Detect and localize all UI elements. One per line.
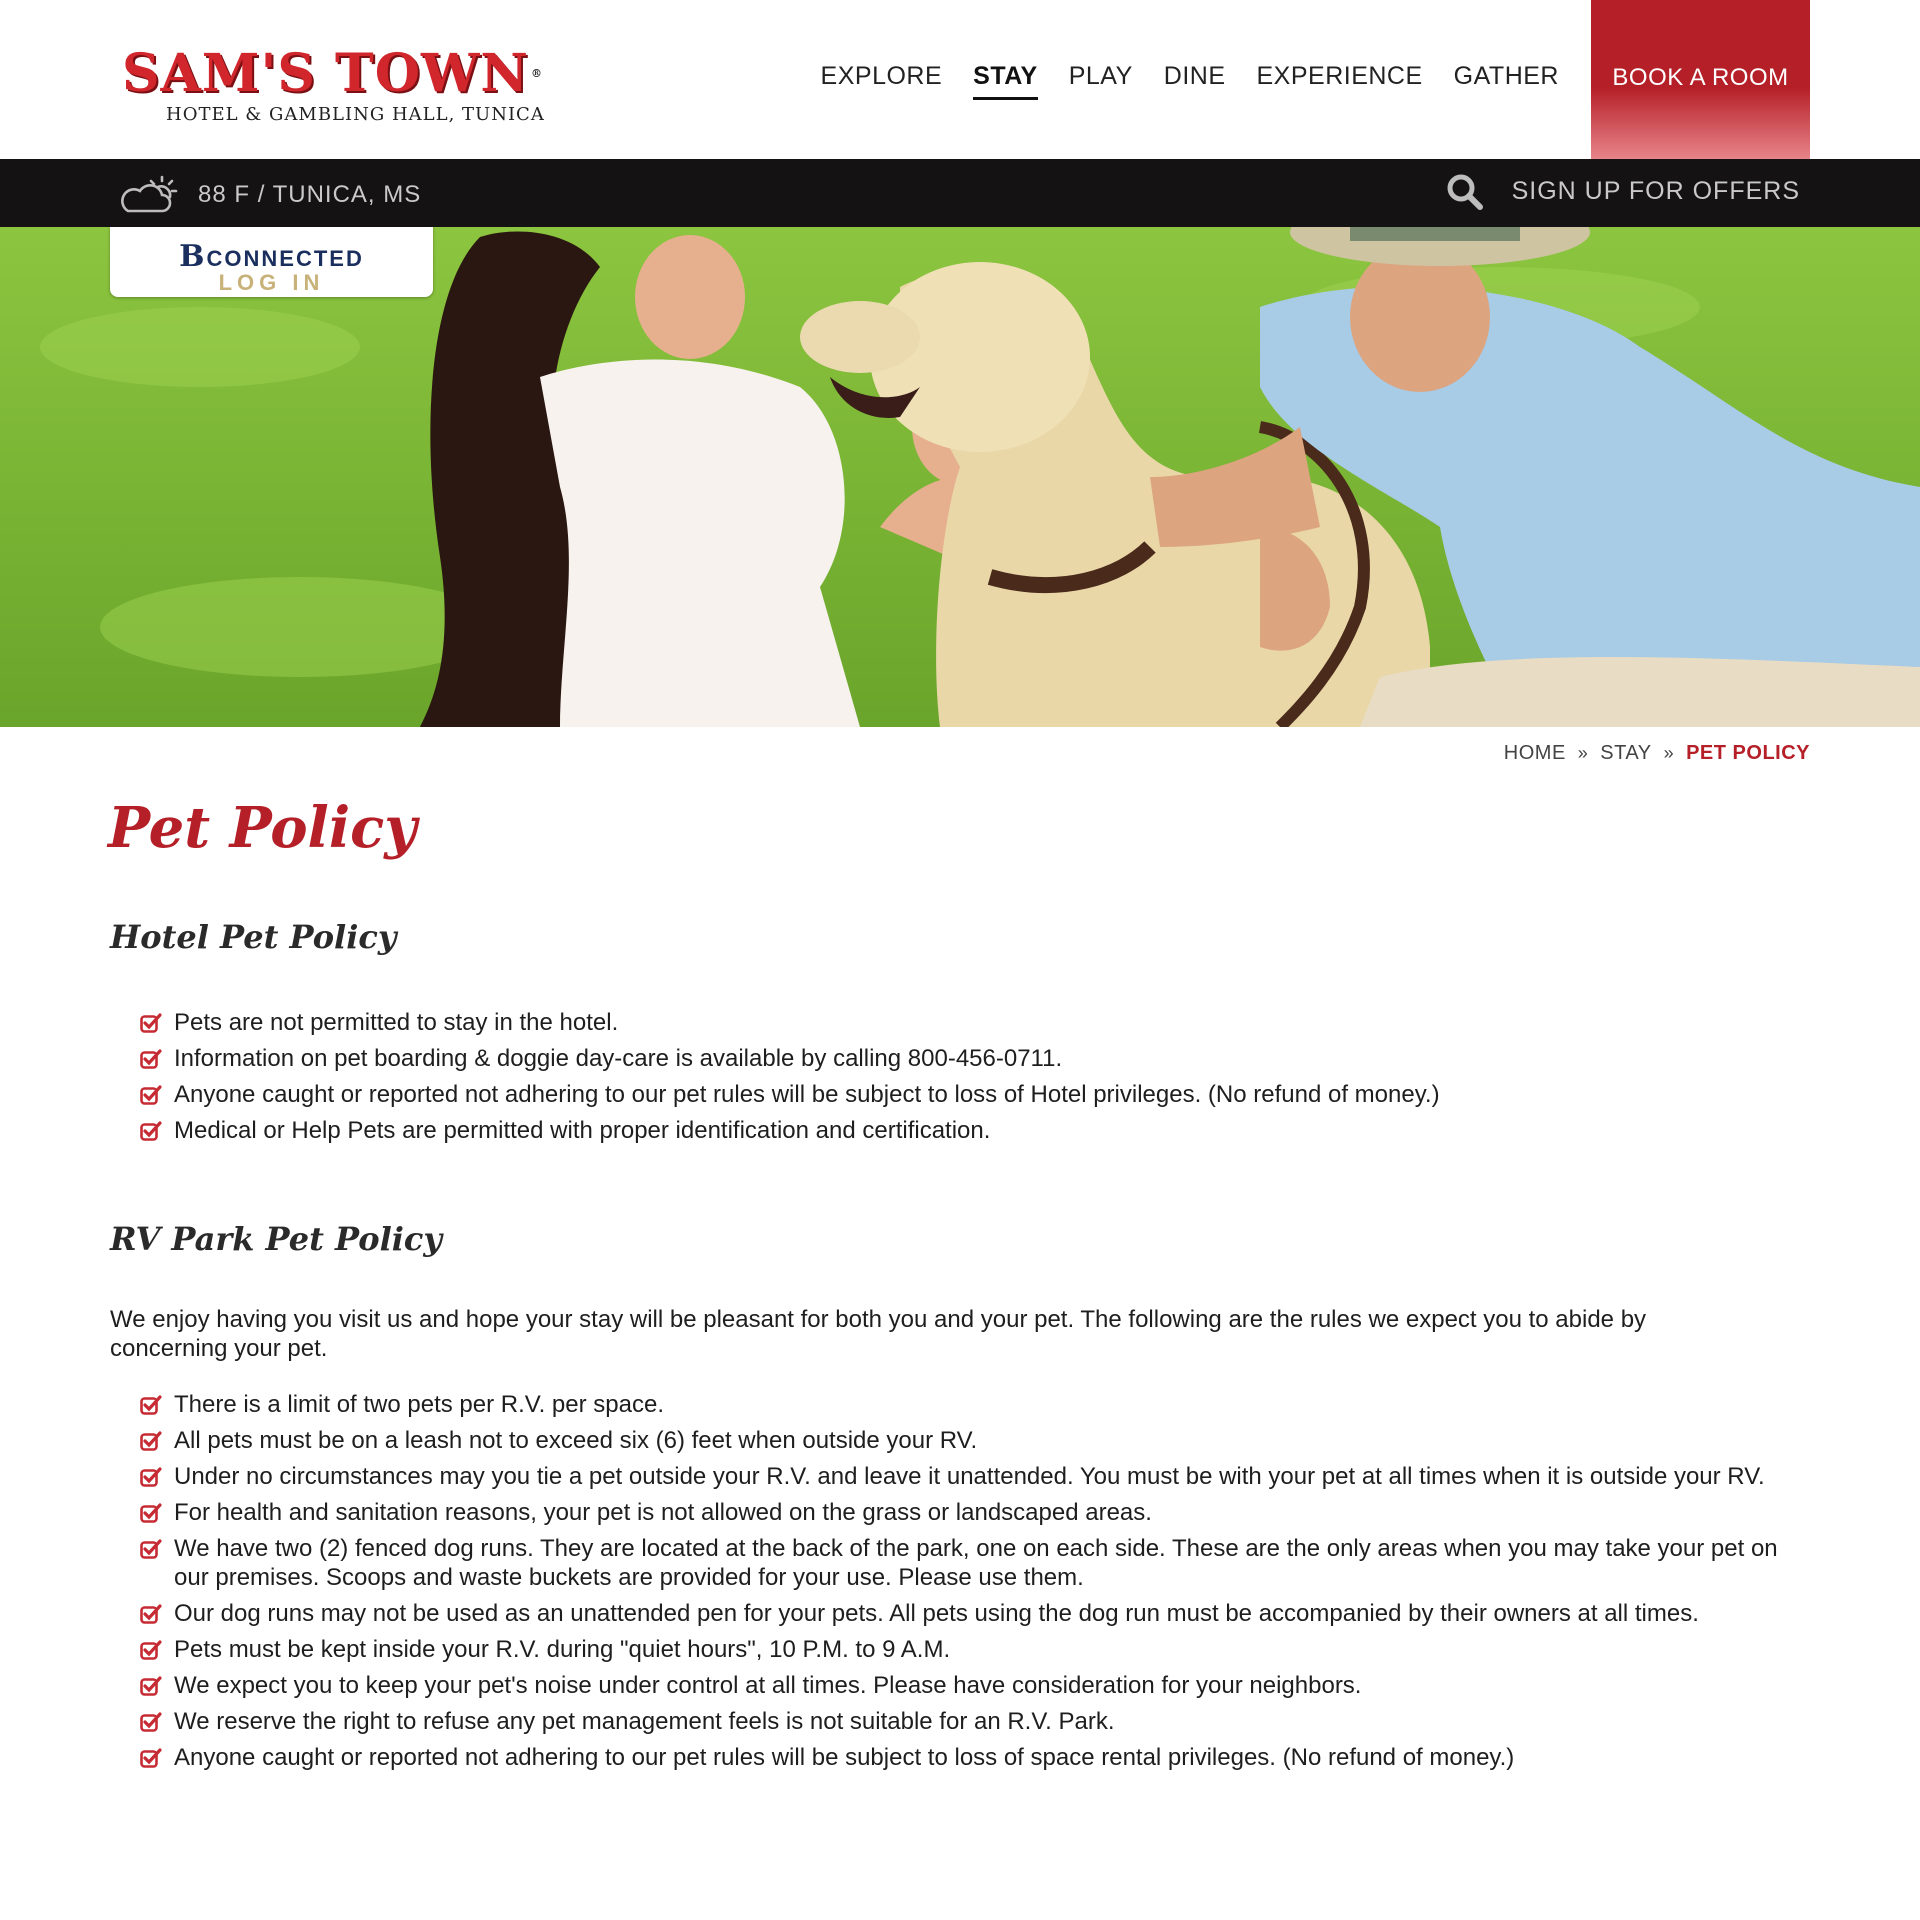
rv-policy-intro: We enjoy having you visit us and hope your stay will be pleasant for both you and your pet. The following are the rules we expect you to abide by concerning your pet. <box>110 1306 1647 1362</box>
list-item <box>140 1599 1780 1628</box>
rv-park-pet-policy-heading: RV Park Pet Policy <box>110 1220 442 1258</box>
checkbox-checked-icon <box>140 1604 162 1624</box>
breadcrumb-separator-icon: » <box>1577 743 1589 763</box>
list-item <box>140 1390 1780 1419</box>
list-item-text: There is a limit of two pets per R.V. per space. <box>174 1391 664 1418</box>
hero-image <box>0 227 1920 727</box>
logo-name: SAM'S TOWN <box>122 43 529 104</box>
utility-bar <box>0 159 1920 227</box>
search-icon[interactable] <box>1446 173 1484 211</box>
bconnected-title: CONNECTED <box>206 246 364 271</box>
site-header <box>0 0 1920 159</box>
rv-policy-list <box>140 1390 1780 1779</box>
breadcrumb-current: PET POLICY <box>1686 742 1810 764</box>
list-item-text: We have two (2) fenced dog runs. They are located at the back of the park, one on each side. These are the only areas when you may take your pet on our premises. Scoops and waste buckets are provided for your use. Please use them. <box>174 1535 1778 1591</box>
page-title: Pet Policy <box>108 795 417 861</box>
nav-dine[interactable]: DINE <box>1163 62 1226 90</box>
nav-gather[interactable]: GATHER <box>1453 62 1559 90</box>
list-item-text: Anyone caught or reported not adhering to our pet rules will be subject to loss of Hotel privileges. (No refund of money.) <box>174 1081 1440 1108</box>
checkbox-checked-icon <box>140 1712 162 1732</box>
partly-cloudy-icon <box>118 173 180 217</box>
list-item-text: All pets must be on a leash not to exceed six (6) feet when outside your RV. <box>174 1427 978 1454</box>
list-item-text: Pets are not permitted to stay in the hotel. <box>174 1009 619 1036</box>
list-item-text: Under no circumstances may you tie a pet outside your R.V. and leave it unattended. You must be with your pet at all times when it is outside your RV. <box>174 1463 1765 1490</box>
checkbox-checked-icon <box>140 1748 162 1768</box>
checkbox-checked-icon <box>140 1503 162 1523</box>
logo-registered-mark: ® <box>530 67 543 80</box>
hero-illustration <box>0 227 1920 727</box>
nav-play[interactable]: PLAY <box>1068 62 1133 90</box>
list-item <box>140 1498 1780 1527</box>
checkbox-checked-icon <box>140 1013 162 1033</box>
checkbox-checked-icon <box>140 1085 162 1105</box>
book-a-room-button[interactable]: BOOK A ROOM <box>1591 0 1810 159</box>
list-item-text: Pets must be kept inside your R.V. during "quiet hours", 10 P.M. to 9 A.M. <box>174 1636 951 1663</box>
bconnected-login[interactable] <box>110 227 433 297</box>
checkbox-checked-icon <box>140 1431 162 1451</box>
breadcrumb <box>1504 742 1810 765</box>
checkbox-checked-icon <box>140 1676 162 1696</box>
checkbox-checked-icon <box>140 1539 162 1559</box>
bconnected-b-mark: B <box>179 239 207 274</box>
weather-text: 88 F / TUNICA, MS <box>198 181 422 208</box>
site-logo[interactable] <box>122 43 592 126</box>
list-item-text: For health and sanitation reasons, your pet is not allowed on the grass or landscaped areas. <box>174 1499 1152 1526</box>
list-item-text: We expect you to keep your pet's noise under control at all times. Please have consideration for your neighbors. <box>174 1672 1362 1699</box>
list-item <box>140 1707 1780 1736</box>
checkbox-checked-icon <box>140 1640 162 1660</box>
checkbox-checked-icon <box>140 1049 162 1069</box>
bconnected-logo <box>110 239 433 274</box>
checkbox-checked-icon <box>140 1121 162 1141</box>
nav-explore[interactable]: EXPLORE <box>820 62 943 90</box>
list-item <box>140 1044 1780 1073</box>
checkbox-checked-icon <box>140 1395 162 1415</box>
breadcrumb-separator-icon: » <box>1663 743 1675 763</box>
checkbox-checked-icon <box>140 1467 162 1487</box>
breadcrumb-stay[interactable]: STAY <box>1600 742 1652 764</box>
list-item <box>140 1462 1780 1491</box>
bconnected-login-label: LOG IN <box>218 270 325 295</box>
breadcrumb-home[interactable]: HOME <box>1503 742 1566 764</box>
list-item <box>140 1008 1780 1037</box>
list-item <box>140 1743 1780 1772</box>
main-nav <box>790 62 1559 100</box>
nav-experience[interactable]: EXPERIENCE <box>1256 62 1423 90</box>
list-item <box>140 1671 1780 1700</box>
list-item <box>140 1080 1780 1109</box>
list-item-text: Information on pet boarding & doggie day-care is available by calling 800-456-0711. <box>174 1045 1063 1072</box>
hotel-policy-list <box>140 1008 1780 1152</box>
list-item <box>140 1116 1780 1145</box>
list-item-text: Anyone caught or reported not adhering to our pet rules will be subject to loss of space rental privileges. (No refund of money.) <box>174 1744 1515 1771</box>
logo-subtitle: HOTEL & GAMBLING HALL, TUNICA <box>166 104 545 125</box>
logo-title <box>122 43 592 104</box>
sign-up-for-offers-link[interactable]: SIGN UP FOR OFFERS <box>1511 177 1800 205</box>
list-item <box>140 1635 1780 1664</box>
list-item <box>140 1534 1780 1592</box>
hotel-pet-policy-heading: Hotel Pet Policy <box>110 918 397 956</box>
list-item-text: We reserve the right to refuse any pet management feels is not suitable for an R.V. Park. <box>174 1708 1115 1735</box>
list-item-text: Our dog runs may not be used as an unattended pen for your pets. All pets using the dog run must be accompanied by their owners at all times. <box>174 1600 1699 1627</box>
weather-widget <box>118 173 421 217</box>
nav-stay[interactable]: STAY <box>973 62 1038 100</box>
list-item-text: Medical or Help Pets are permitted with proper identification and certification. <box>174 1117 991 1144</box>
list-item <box>140 1426 1780 1455</box>
